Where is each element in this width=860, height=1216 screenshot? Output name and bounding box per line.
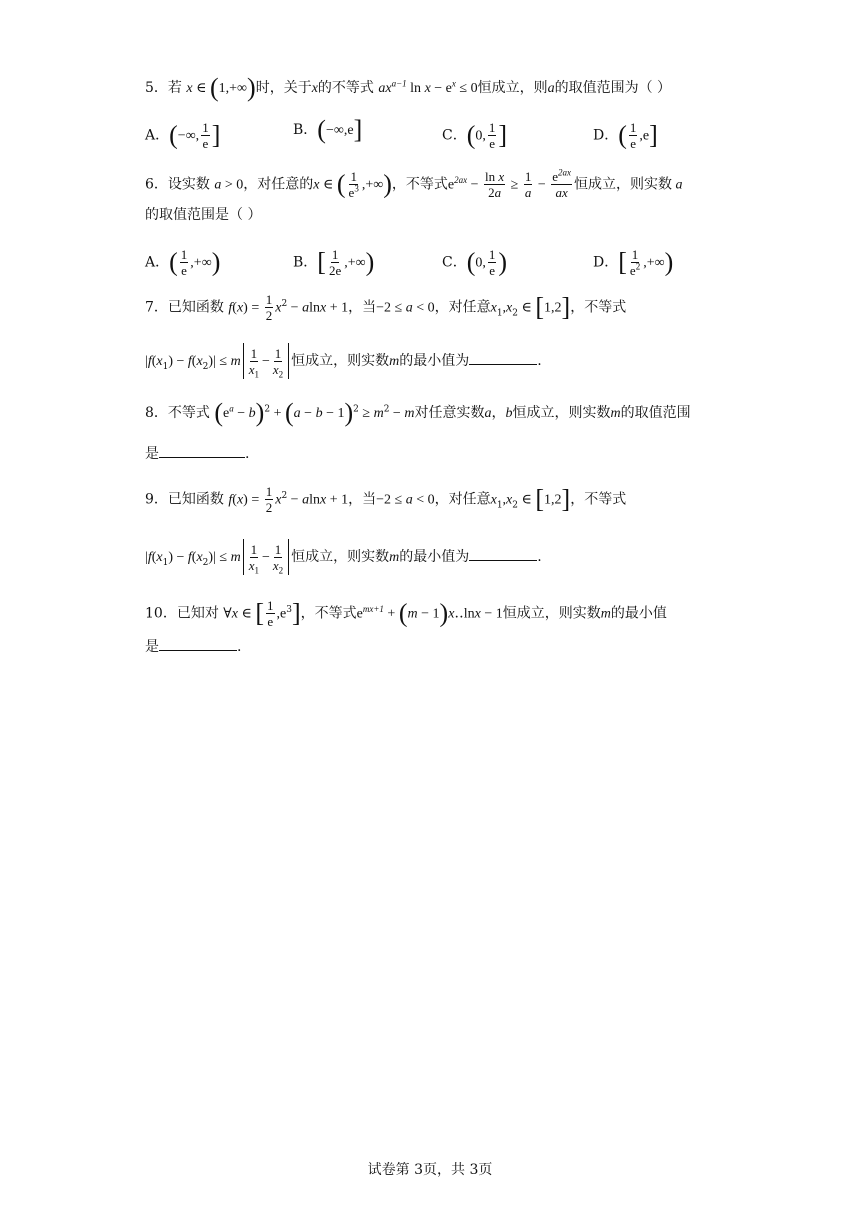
q6-option-d[interactable]: D．[ $\frac{1}{e^2}$ ,+∞) — [593, 247, 674, 278]
q8-answer-blank[interactable] — [159, 443, 245, 458]
question-7: 7．已知函数 f(x) = $\frac{1}{2}$ $x^2 - alnx + 1$，当−2 ≤ a < 0，对任意$x_1,x_2$ ∈ [1,2]，不等式 — [145, 292, 627, 323]
q9-answer-blank[interactable] — [469, 546, 537, 561]
q5-option-d[interactable]: D．( $\frac{1}{e}$ ,e] — [593, 120, 658, 151]
q6-line2: 的取值范围是（ ） — [145, 207, 262, 223]
q10-line2: 是 . — [145, 636, 241, 657]
question-9: 9．已知函数 f(x) = $\frac{1}{2}$ $x^2 - alnx + 1$，当−2 ≤ a < 0，对任意$x_1,x_2$ ∈ [1,2]，不等式 — [145, 484, 627, 515]
q6-option-b[interactable]: B．[ $\frac{1}{2e}$ ,+∞) — [293, 247, 375, 278]
q6-option-c[interactable]: C．(0, $\frac{1}{e}$ ) — [442, 247, 508, 278]
q5-option-b[interactable]: B．(−∞,e] — [293, 115, 363, 144]
q10-answer-blank[interactable] — [159, 636, 237, 651]
q6-option-a[interactable]: A．( $\frac{1}{e}$ ,+∞) — [145, 247, 221, 278]
question-10: 10．已知对 ∀x ∈ [ $\frac{1}{e}$ $,e^3$]，不等式$e^{mx+1} + (m$ − 1)x‥lnx − 1恒成立，则实数m的最小值 — [145, 598, 667, 629]
question-5: 5．若 x ∈ (1,+∞)时，关于x的不等式 $ax^{a-1}$ $\ln x - e^x \le 0$恒成立，则a的取值范围为（ ） — [145, 73, 672, 102]
page-footer: 试卷第 3页，共 3页 — [367, 1162, 493, 1178]
q7-line2: $|f(x_1) - f(x_2)| \le m$ $\frac{1}{x_1}$ − $\frac{1}{x_2}$ 恒成立，则实数m的最小值为 . — [145, 343, 542, 379]
question-8: 8．不等式 $(e^a - b)^2 + (a - b - 1)^2 \ge m^2 - m$对任意实数a，b恒成立，则实数m的取值范围 — [145, 398, 691, 427]
q7-answer-blank[interactable] — [469, 350, 537, 365]
q5-option-c[interactable]: C．(0, $\frac{1}{e}$ ] — [442, 120, 508, 151]
q5-option-a[interactable]: A．(−∞, $\frac{1}{e}$ ] — [145, 120, 221, 151]
question-6: 6．设实数 a > 0，对任意的x ∈ ( $\frac{1}{e^3}$ ,+∞)，不等式$e^{2ax}$ − $\frac{\text{ln x}}{2a}$ ≥ $\frac{1}{a}$ − $\frac{e^{2ax}}{ax}$ 恒成立，则实数 a — [145, 167, 683, 200]
q9-line2: $|f(x_1) - f(x_2)| \le m$ $\frac{1}{x_1}$ − $\frac{1}{x_2}$ 恒成立，则实数m的最小值为 . — [145, 539, 542, 575]
q8-line2: 是 . — [145, 443, 249, 464]
